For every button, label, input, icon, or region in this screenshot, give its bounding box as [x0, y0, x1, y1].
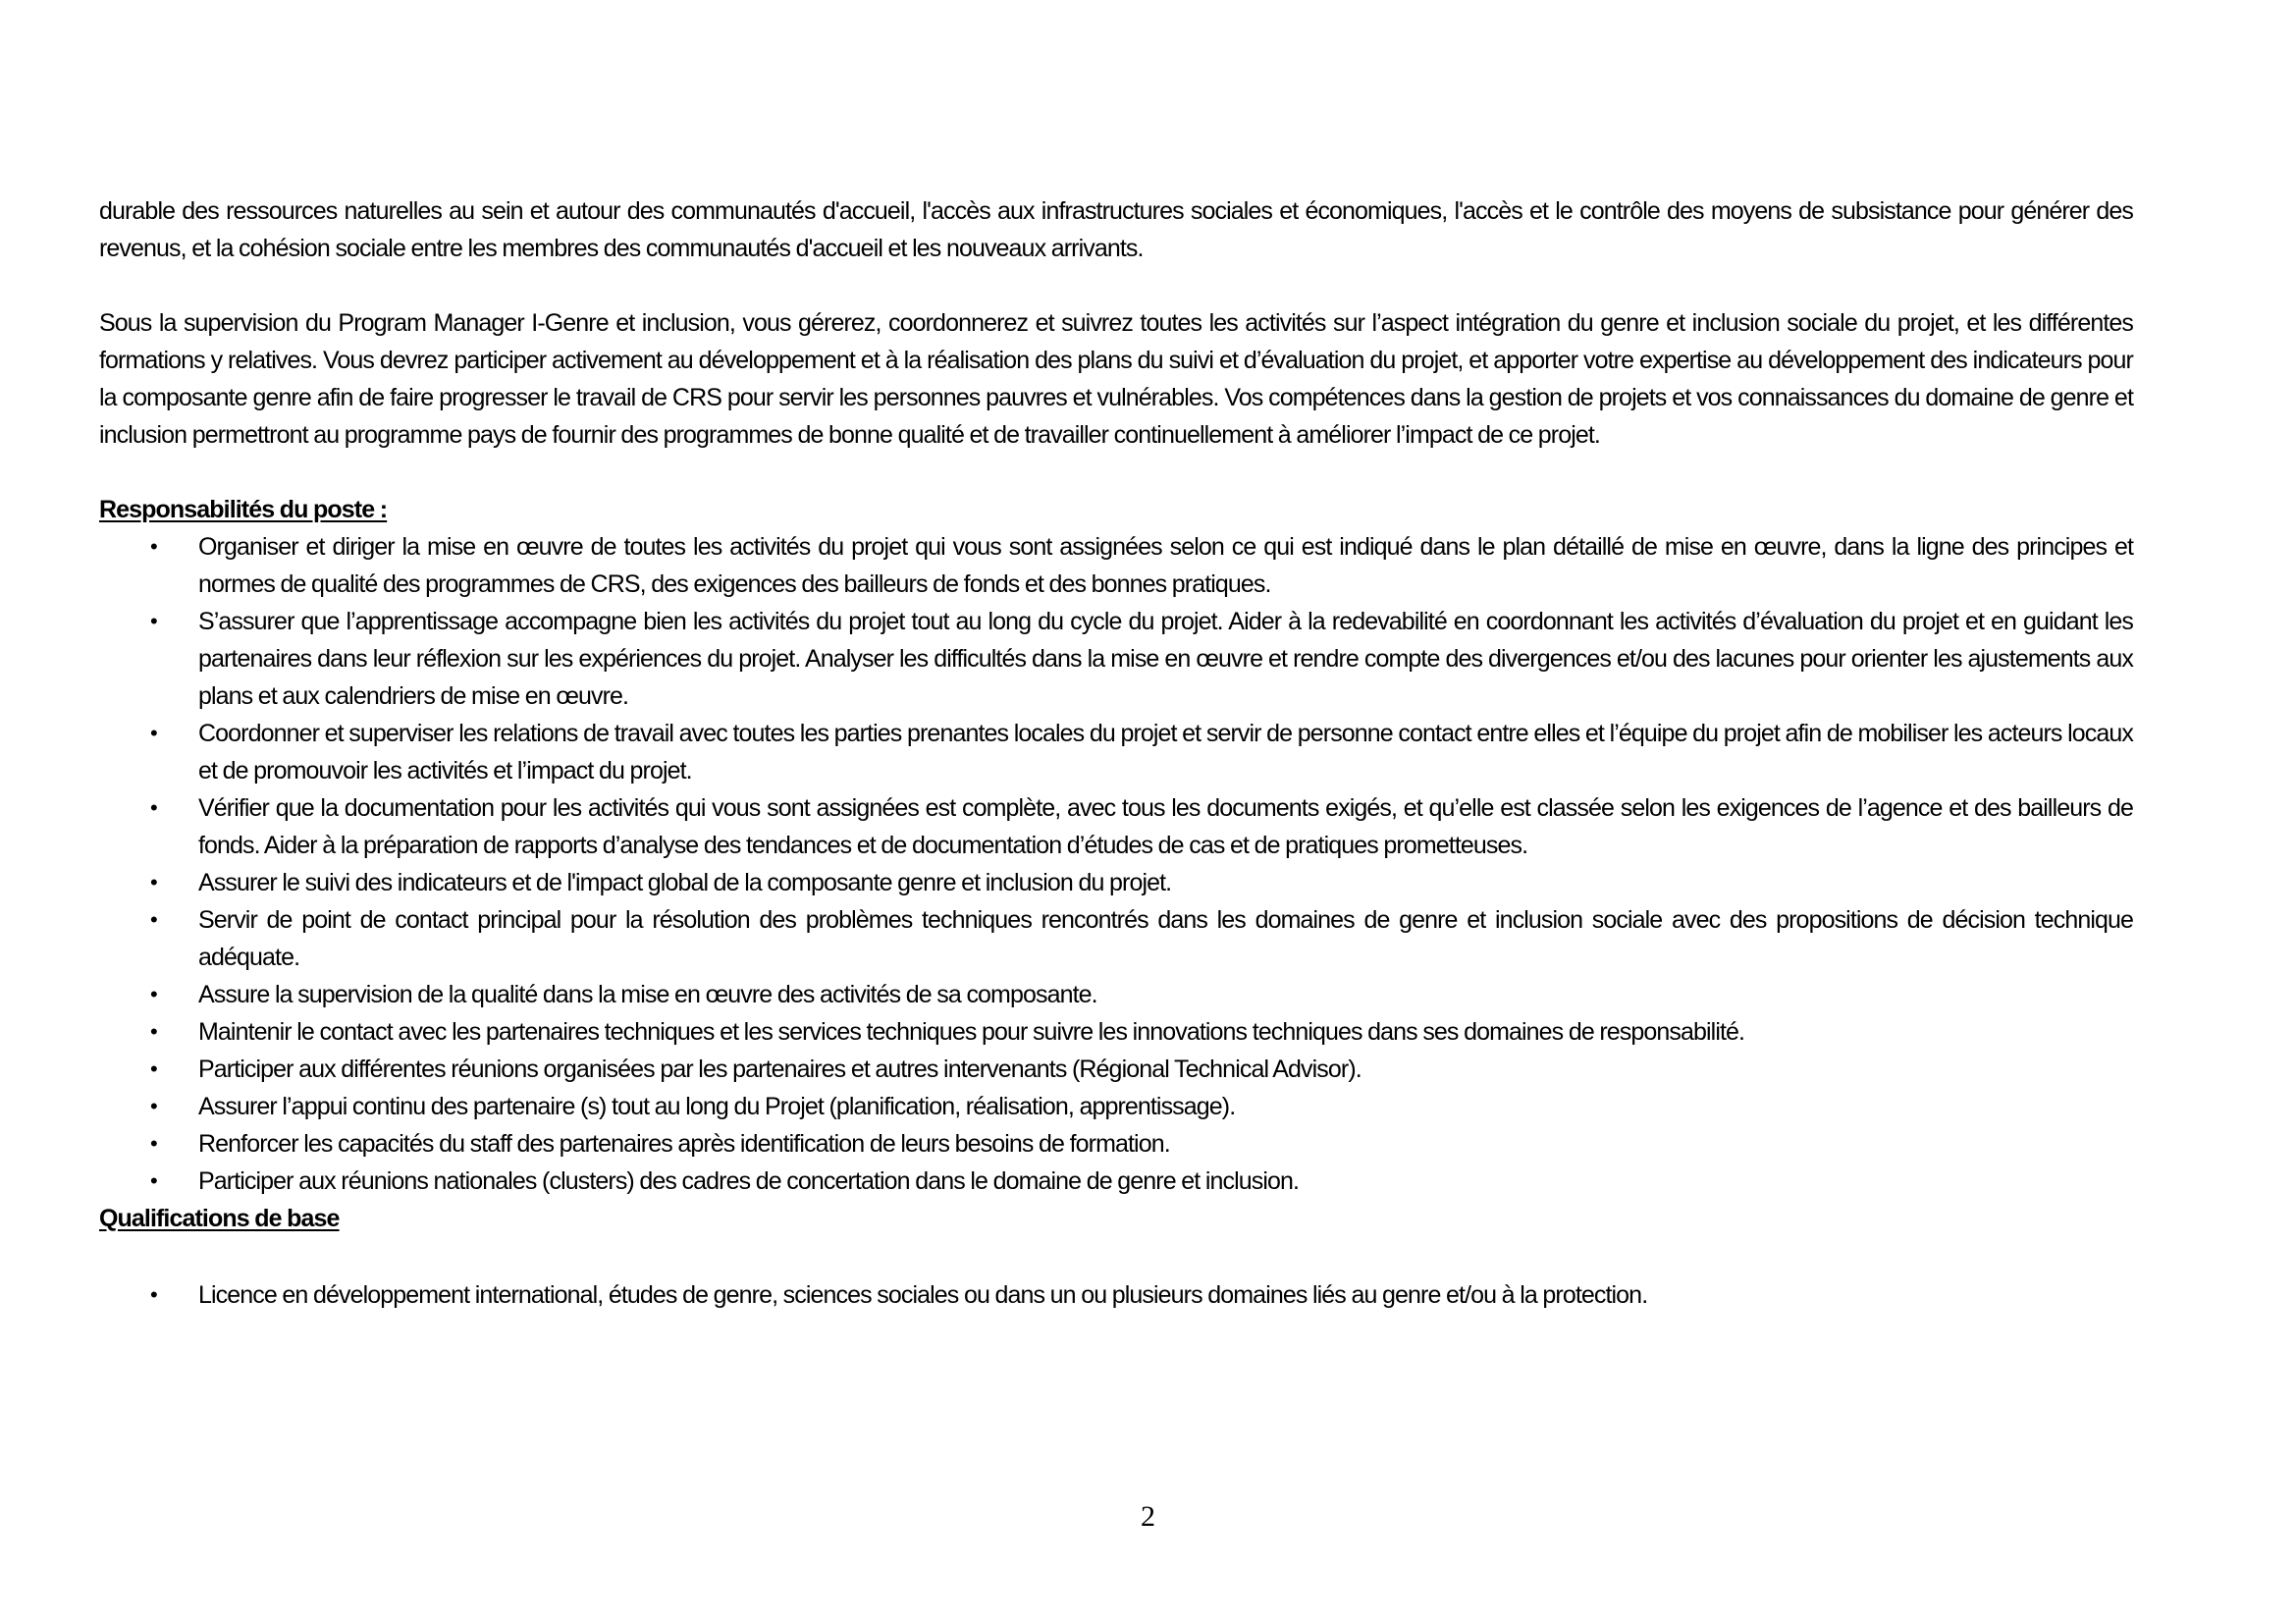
qualifications-list	[99, 1276, 2133, 1314]
list-item	[99, 1013, 2133, 1051]
bullet-icon: •	[150, 870, 157, 894]
bullet-icon: •	[150, 1094, 157, 1118]
page-number: 2	[1141, 1500, 1155, 1533]
list-item	[99, 715, 2133, 789]
list-item-text: Maintenir le contact avec les partenaires techniques et les services techniques pour suivre les innovations techniques dans ses domaines de responsabilité.	[198, 1018, 1745, 1046]
paragraph-spacer	[99, 1237, 2133, 1276]
list-item-text: Organiser et diriger la mise en œuvre de toutes les activités du projet qui vous sont assignées selon ce qui est indiqué dans le plan détaillé de mise en œuvre, dans la ligne des principes et normes de qualité des programmes de CRS, des exigences des bailleurs de fonds et des bonnes pratiques.	[198, 533, 2133, 598]
bullet-icon: •	[150, 609, 157, 633]
paragraph-spacer	[99, 454, 2133, 491]
paragraph-spacer	[99, 267, 2133, 304]
bullet-icon: •	[150, 907, 157, 932]
bullet-icon: •	[150, 1282, 157, 1307]
list-item-text: Coordonner et superviser les relations de travail avec toutes les parties prenantes locales du projet et servir de personne contact entre elles et l’équipe du projet afin de mobiliser les acteurs locaux et de promouvoir les activités et l’impact du projet.	[198, 720, 2133, 785]
bullet-icon: •	[150, 1131, 157, 1156]
document-page	[99, 192, 2133, 1314]
intro-paragraph-supervision: Sous la supervision du Program Manager I-Genre et inclusion, vous gérerez, coordonnerez et suivrez toutes les activités sur l’aspect intégration du genre et inclusion sociale du projet, et les différentes formations y relatives. Vous devrez participer activement au développement et à la réalisation des plans du suivi et d’évaluation du projet, et apporter votre expertise au développement des indicateurs pour la composante genre afin de faire progresser le travail de CRS pour servir les personnes pauvres et vulnérables. Vos compétences dans la gestion de projets et vos connaissances du domaine de genre et inclusion permettront au programme pays de fournir des programmes de bonne qualité et de travailler continuellement à améliorer l’impact de ce projet.	[99, 309, 2133, 449]
list-item-text: Participer aux différentes réunions organisées par les partenaires et autres intervenants (Régional Technical Advisor).	[198, 1056, 1362, 1083]
list-item	[99, 901, 2133, 976]
intro-paragraph-continued: durable des ressources naturelles au sein et autour des communautés d'accueil, l'accès aux infrastructures sociales et économiques, l'accès et le contrôle des moyens de subsistance pour générer des revenus, et la cohésion sociale entre les membres des communautés d'accueil et les nouveaux arrivants.	[99, 197, 2133, 262]
qualifications-heading: Qualifications de base	[99, 1205, 340, 1232]
list-item	[99, 1088, 2133, 1125]
list-item-text: Assure la supervision de la qualité dans la mise en œuvre des activités de sa composante.	[198, 981, 1097, 1008]
list-item-text: Assurer le suivi des indicateurs et de l'impact global de la composante genre et inclusion du projet.	[198, 869, 1172, 896]
list-item-text: Vérifier que la documentation pour les activités qui vous sont assignées est complète, avec tous les documents exigés, et qu’elle est classée selon les exigences de l’agence et des bailleurs de fonds. Aider à la préparation de rapports d’analyse des tendances et de documentation d’études de cas et de pratiques prometteuses.	[198, 794, 2133, 859]
list-item-text: S’assurer que l’apprentissage accompagne bien les activités du projet tout au long du cycle du projet. Aider à la redevabilité en coordonnant les activités d’évaluation du projet et en guidant les partenaires dans leur réflexion sur les expériences du projet. Analyser les difficultés dans la mise en œuvre et rendre compte des divergences et/ou des lacunes pour orienter les ajustements aux plans et aux calendriers de mise en œuvre.	[198, 608, 2133, 710]
responsibilities-list	[99, 528, 2133, 1200]
list-item-text: Renforcer les capacités du staff des partenaires après identification de leurs besoins de formation.	[198, 1130, 1170, 1158]
bullet-icon: •	[150, 534, 157, 559]
list-item	[99, 1125, 2133, 1163]
list-item-text: Servir de point de contact principal pour la résolution des problèmes techniques rencontrés dans les domaines de genre et inclusion sociale avec des propositions de décision technique adéquate.	[198, 906, 2133, 971]
list-item	[99, 1163, 2133, 1200]
bullet-icon: •	[150, 1168, 157, 1193]
list-item	[99, 1276, 2133, 1314]
bullet-icon: •	[150, 795, 157, 820]
bullet-icon: •	[150, 982, 157, 1006]
list-item	[99, 1051, 2133, 1088]
list-item-text: Assurer l’appui continu des partenaire (s) tout au long du Projet (planification, réalisation, apprentissage).	[198, 1093, 1236, 1120]
bullet-icon: •	[150, 721, 157, 745]
bullet-icon: •	[150, 1019, 157, 1044]
list-item	[99, 789, 2133, 864]
list-item	[99, 864, 2133, 901]
bullet-icon: •	[150, 1056, 157, 1081]
responsibilities-heading: Responsabilités du poste :	[99, 496, 388, 523]
list-item-text: Licence en développement international, études de genre, sciences sociales ou dans un ou plusieurs domaines liés au genre et/ou à la protection.	[198, 1281, 1648, 1309]
list-item-text: Participer aux réunions nationales (clusters) des cadres de concertation dans le domaine de genre et inclusion.	[198, 1167, 1300, 1195]
list-item	[99, 976, 2133, 1013]
list-item	[99, 603, 2133, 715]
list-item	[99, 528, 2133, 603]
